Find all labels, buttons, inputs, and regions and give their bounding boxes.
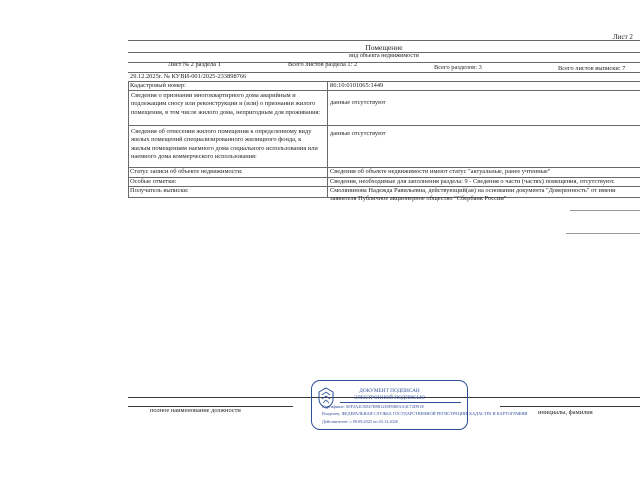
table-top-rule bbox=[128, 81, 640, 82]
object-subtitle: вид объекта недвижимости bbox=[349, 53, 419, 59]
name-caption: инициалы, фамилия bbox=[538, 409, 593, 416]
emergency-status-value: данные отсутствуют bbox=[330, 99, 386, 106]
margin-mark bbox=[570, 210, 640, 211]
recipient-value: Смолянинова Надежда Равильевна, действующий(ая) на основании документа "Доверенность" от имени заявителя Публичное акционерное общество "Сбербанк России" bbox=[330, 187, 616, 203]
sheet-section: Лист № 2 раздела 1 bbox=[168, 61, 221, 68]
stamp-divider bbox=[340, 402, 461, 403]
cadastral-number-value: 86:10:0101065:1449 bbox=[330, 82, 384, 89]
table-left-border bbox=[128, 81, 129, 197]
row-divider bbox=[128, 125, 640, 126]
position-caption: полное наименование должности bbox=[150, 407, 241, 414]
stamp-validity: Действителен: с 09.09.2025 по 03.12.2026 bbox=[322, 419, 398, 424]
emergency-status-label: Сведения о признании многоквартирного дома аварийным и подлежащим сносу или реконструкции и (или) о признании жилого помещения, в том числе жилого дома, непригодным для проживания: bbox=[131, 92, 321, 116]
cadastral-number-label: Кадастровый номер: bbox=[130, 82, 186, 89]
row-divider bbox=[128, 90, 640, 91]
stamp-owner: Владелец: ФЕДЕРАЛЬНАЯ СЛУЖБА ГОСУДАРСТВЕННОЙ РЕГИСТРАЦИИ, КАДАСТРА И КАРТОГРАФИИ bbox=[322, 411, 528, 416]
stamp-certificate: Сертификат: 00F3A2C9D47E8B1265F0B8AA4C72D91E bbox=[322, 404, 424, 409]
record-status-value: Сведения об объекте недвижимости имеют статус "актуальные, ранее учтенные" bbox=[330, 168, 551, 175]
record-status-label: Статус записи об объекте недвижимости: bbox=[130, 168, 243, 175]
object-title: Помещение bbox=[365, 43, 403, 52]
margin-mark bbox=[566, 233, 640, 234]
specialized-fund-label: Сведения об отнесении жилого помещения к определенному виду жилых помещений специализированного жилищного фонда, к жилым помещениям наемного дома социального использования или наемного дома коммерческого использования: bbox=[131, 128, 318, 161]
extract-id: 29.12.2025г. № КУВИ-001/2025-233898766 bbox=[130, 73, 247, 80]
total-sections: Всего разделов: 3 bbox=[434, 64, 482, 71]
specialized-fund-value: данные отсутствуют bbox=[330, 130, 386, 137]
stamp-title-line2: ЭЛЕКТРОННОЙ ПОДПИСЬЮ bbox=[354, 395, 425, 401]
header-top-rule bbox=[128, 40, 640, 41]
special-notes-value: Сведения, необходимые для заполнения раздела: 9 - Сведения о части (частях) помещения, отсутствуют. bbox=[330, 178, 615, 185]
stamp-title-line1: ДОКУМЕНТ ПОДПИСАН bbox=[359, 388, 420, 394]
sheet-number: Лист 2 bbox=[613, 33, 633, 41]
electronic-signature-stamp bbox=[311, 380, 528, 430]
table-column-divider bbox=[327, 81, 328, 197]
total-sheets-extract: Всего листов выписки: 7 bbox=[558, 65, 626, 72]
special-notes-label: Особые отметки: bbox=[130, 178, 177, 185]
total-sheets-section: Всего листов раздела 1: 2 bbox=[288, 61, 358, 68]
name-line bbox=[500, 406, 640, 407]
recipient-label: Получатель выписки: bbox=[130, 187, 189, 194]
